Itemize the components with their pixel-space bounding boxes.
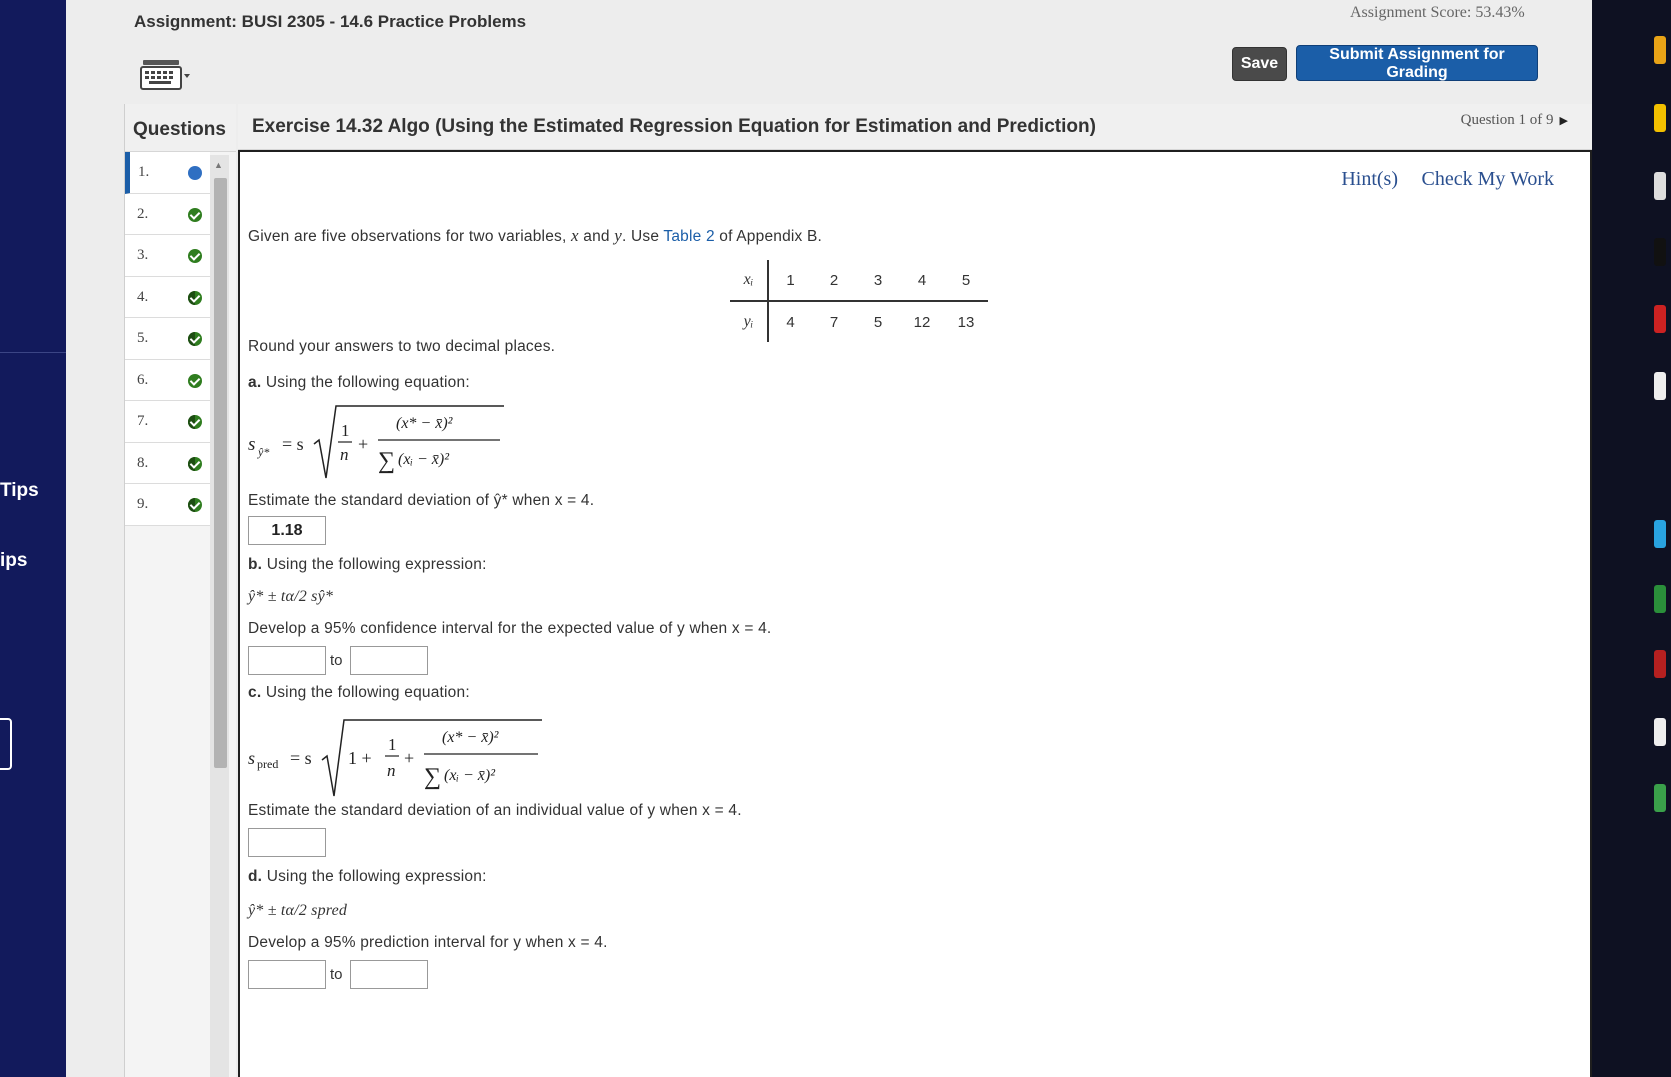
sidebar-tips-label-2[interactable]: ips — [0, 550, 28, 571]
table-cell-x: 5 — [944, 260, 988, 301]
completed-check-icon — [188, 208, 202, 222]
part-a-text: Using the following equation: — [265, 374, 470, 391]
svg-text:(x* − x̄)²: (x* − x̄)² — [396, 415, 453, 432]
question-number: 1. — [138, 164, 150, 180]
submit-assignment-button[interactable]: Submit Assignment for Grading — [1296, 45, 1538, 81]
table-header-x: xᵢ — [730, 260, 768, 301]
svg-text:n: n — [387, 761, 396, 780]
svg-text:+: + — [358, 434, 369, 454]
part-a-intro — [248, 374, 470, 392]
question-number: 6. — [137, 371, 149, 388]
edge-green-tab — [1654, 585, 1666, 613]
svg-text:n: n — [340, 445, 349, 464]
completed-check-icon — [188, 498, 202, 512]
question-list-scroll-thumb[interactable] — [214, 178, 227, 768]
part-b-label: b. — [248, 556, 263, 573]
left-sidebar — [0, 0, 66, 1077]
table-row-y — [730, 301, 988, 342]
part-c-label: c. — [248, 684, 262, 701]
completed-check-icon — [188, 249, 202, 263]
edge-blue-tab — [1654, 520, 1666, 548]
question-number: 7. — [137, 413, 149, 429]
table-cell-x: 4 — [900, 260, 944, 301]
part-a-answer-input[interactable]: 1.18 — [248, 516, 326, 545]
part-b-lower-input[interactable] — [248, 646, 326, 675]
part-d-intro — [248, 868, 487, 886]
intro-text — [248, 226, 822, 246]
svg-text:(xᵢ − x̄)²: (xᵢ − x̄)² — [444, 767, 495, 784]
exercise-title: Exercise 14.32 Algo (Using the Estimated Regression Equation for Estimation and Prediction) — [252, 116, 1096, 137]
part-d-label: d. — [248, 868, 263, 885]
edge-white-tab — [1654, 172, 1666, 200]
svg-text:pred: pred — [257, 757, 279, 771]
chevron-down-icon — [184, 74, 190, 78]
part-c-answer-input[interactable] — [248, 828, 326, 857]
question-list — [125, 152, 210, 526]
question-number: 2. — [137, 205, 149, 222]
table-cell-x: 1 — [768, 260, 812, 301]
edge-red-tab — [1654, 305, 1666, 333]
round-note: Round your answers to two decimal places. — [248, 338, 556, 355]
svg-text:+: + — [404, 748, 415, 768]
table-cell-y: 4 — [786, 313, 795, 331]
completed-check-icon — [188, 457, 202, 471]
part-c-question: Estimate the standard deviation of an individual value of y when x = 4. — [248, 802, 742, 819]
edge-dark-tab — [1654, 238, 1666, 266]
question-list-item[interactable] — [125, 277, 210, 319]
part-a-label: a. — [248, 374, 262, 391]
question-list-item[interactable] — [125, 360, 210, 402]
edge-orange-tab — [1654, 36, 1666, 64]
part-d-text: Using the following expression: — [266, 868, 487, 885]
question-list-item[interactable] — [125, 318, 210, 360]
current-question-dot-icon — [188, 166, 202, 180]
scroll-up-arrow-icon[interactable]: ▲ — [214, 160, 223, 170]
question-number: 8. — [137, 454, 149, 471]
part-c-intro — [248, 684, 470, 702]
part-d-upper-input[interactable] — [350, 960, 428, 989]
intro-part-1: Given are five observations for two variables, — [248, 228, 571, 245]
part-a-question: Estimate the standard deviation of ŷ* when x = 4. — [248, 492, 595, 509]
question-list-item[interactable] — [125, 152, 210, 194]
table-cell-y: 7 — [829, 313, 839, 331]
question-navigator[interactable] — [1461, 112, 1568, 129]
svg-text:(xᵢ − x̄)²: (xᵢ − x̄)² — [398, 451, 449, 468]
to-label: to — [330, 966, 343, 983]
part-b-text: Using the following expression: — [266, 556, 487, 573]
intro-part-2: . Use — [621, 228, 664, 245]
edge-white-tab-3 — [1654, 718, 1666, 746]
svg-text:1: 1 — [388, 735, 397, 754]
to-label: to — [330, 652, 343, 669]
question-number: 4. — [137, 288, 149, 305]
keyboard-icon[interactable] — [140, 58, 192, 92]
assignment-score: Assignment Score: 53.43% — [1350, 4, 1525, 21]
svg-text:∑: ∑ — [378, 448, 396, 474]
svg-text:1: 1 — [341, 421, 350, 440]
question-number: 5. — [137, 330, 149, 346]
svg-text:1 +: 1 + — [348, 748, 372, 768]
table-cell-y: 13 — [957, 313, 975, 331]
completed-check-icon — [188, 415, 202, 429]
right-edge-panel — [1592, 0, 1671, 1077]
part-c-text: Using the following equation: — [265, 684, 470, 701]
question-list-item[interactable] — [125, 194, 210, 236]
svg-text:= s: = s — [290, 748, 312, 768]
part-d-expression: ŷ* ± tα/2 spred — [248, 902, 348, 919]
svg-text:ŷ*: ŷ* — [258, 445, 270, 459]
exercise-body — [238, 150, 1592, 1077]
sidebar-tips-label[interactable]: Tips — [0, 480, 39, 501]
intro-part-3: of Appendix B. — [714, 228, 823, 245]
next-arrow-icon[interactable]: ▶ — [1559, 115, 1568, 127]
table-2-link[interactable]: Table 2 — [663, 228, 715, 245]
question-list-item[interactable] — [125, 235, 210, 277]
edge-green-tab-2 — [1654, 784, 1666, 812]
svg-text:= s: = s — [282, 434, 304, 454]
save-button[interactable]: Save — [1232, 47, 1287, 81]
intro-and: and — [578, 228, 615, 245]
sidebar-divider — [0, 352, 66, 353]
svg-text:s: s — [248, 434, 256, 455]
exercise-header — [238, 104, 1592, 150]
table-cell-x: 2 — [812, 260, 856, 301]
question-number: 3. — [137, 247, 149, 263]
table-header-y: yᵢ — [730, 301, 768, 342]
formula-s-pred — [246, 714, 546, 809]
question-nav-label: Question 1 of 9 — [1460, 112, 1554, 128]
questions-header: Questions — [125, 104, 236, 152]
observations-table — [730, 260, 988, 342]
svg-text:(x* − x̄)²: (x* − x̄)² — [442, 729, 499, 746]
svg-text:s: s — [248, 748, 256, 768]
question-number: 9. — [137, 496, 149, 512]
assignment-title: Assignment: BUSI 2305 - 14.6 Practice Problems — [134, 12, 527, 31]
table-cell-y: 5 — [873, 313, 883, 331]
question-list-item[interactable] — [125, 443, 210, 485]
table-cell-x: 3 — [856, 260, 900, 301]
part-d-question: Develop a 95% prediction interval for y when x = 4. — [248, 934, 608, 951]
var-x: x — [571, 226, 579, 245]
sidebar-collapsed-panel[interactable] — [0, 718, 12, 770]
table-cell-y: 12 — [913, 313, 931, 331]
completed-check-icon — [188, 374, 202, 388]
edge-white-tab-2 — [1654, 372, 1666, 400]
part-b-question: Develop a 95% confidence interval for the expected value of y when x = 4. — [248, 620, 772, 637]
edge-red-tab-2 — [1654, 650, 1666, 678]
formula-s-yhat — [246, 400, 506, 491]
completed-check-icon — [188, 332, 202, 346]
edge-yellow-tab — [1654, 104, 1666, 132]
assignment-page — [66, 0, 1626, 1077]
question-list-item[interactable] — [125, 401, 210, 443]
part-b-upper-input[interactable] — [350, 646, 428, 675]
part-b-intro — [248, 556, 487, 574]
part-d-lower-input[interactable] — [248, 960, 326, 989]
svg-text:∑: ∑ — [424, 764, 442, 790]
completed-check-icon — [188, 291, 202, 305]
table-row-x — [730, 260, 988, 301]
var-y: y — [614, 226, 622, 245]
question-list-item[interactable] — [125, 484, 210, 526]
part-b-expression: ŷ* ± tα/2 sŷ* — [248, 588, 334, 605]
check-my-work-link[interactable]: Check My Work — [1421, 168, 1554, 190]
hints-link[interactable]: Hint(s) — [1341, 168, 1398, 190]
